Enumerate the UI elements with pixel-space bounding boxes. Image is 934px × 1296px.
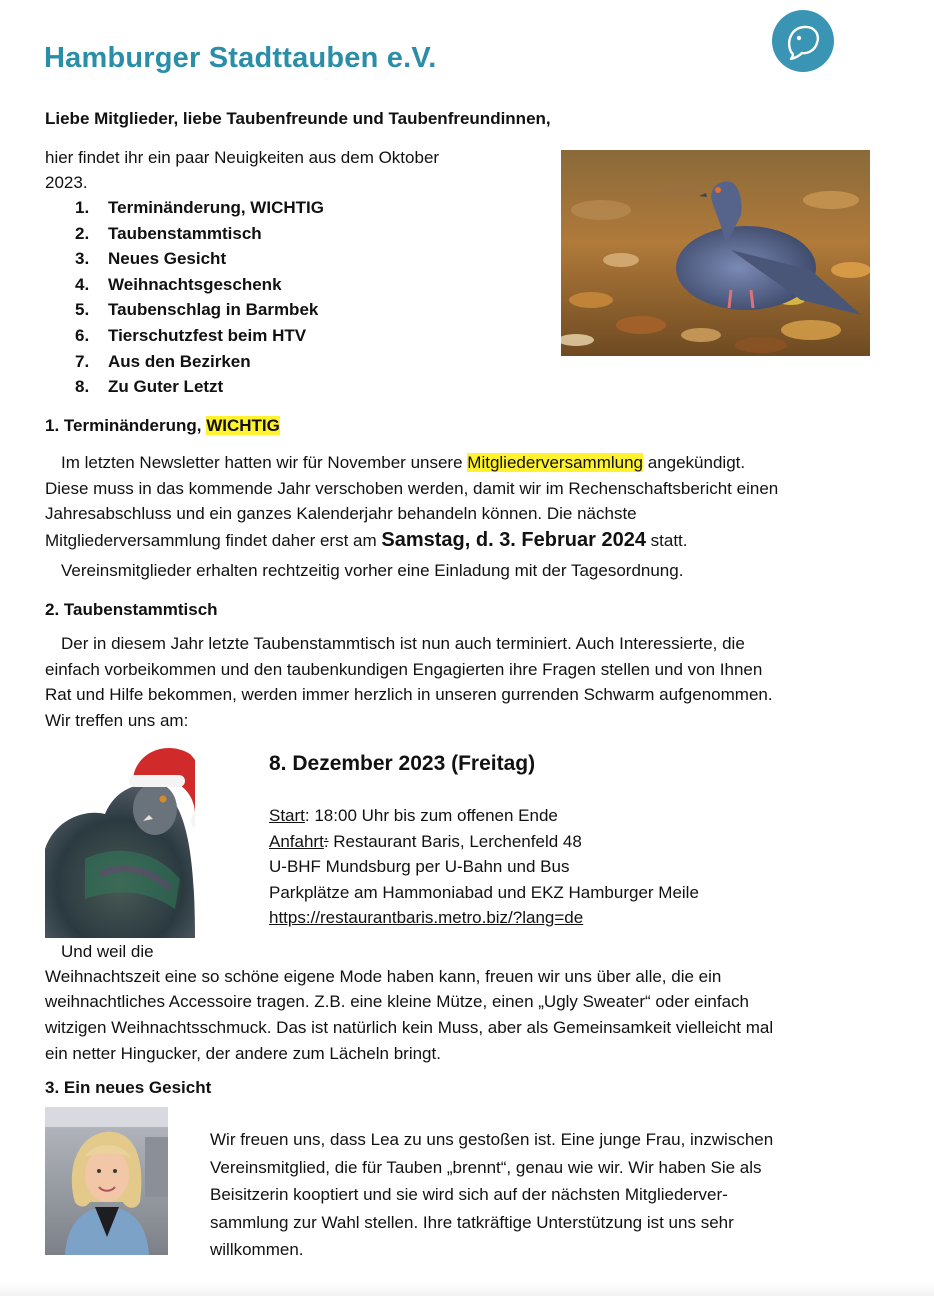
- lea-portrait-photo: [45, 1107, 168, 1255]
- paragraph-line: Vereinsmitglieder erhalten rechtzeitig vorher eine Einladung mit der Tagesordnung.: [61, 561, 684, 580]
- toc-item: 6. Tierschutzfest beim HTV: [75, 325, 307, 345]
- toc-item: 2. Taubenstammtisch: [75, 223, 262, 243]
- paragraph-line: Mitgliederversammlung findet daher erst am Samstag, d. 3. Februar 2024 statt.: [45, 529, 688, 551]
- paragraph-line: Vereinsmitglied, die für Tauben „brennt“, genau wie wir. Wir haben Sie als: [210, 1157, 762, 1177]
- paragraph-line: Weihnachtszeit eine so schöne eigene Mode haben kann, freuen wir uns über alle, die ein: [45, 967, 722, 986]
- paragraph-line: sammlung zur Wahl stellen. Ihre tatkräftige Unterstützung ist uns sehr: [210, 1212, 734, 1232]
- event-parking: Parkplätze am Hammoniabad und EKZ Hamburger Meile: [269, 882, 699, 902]
- event-location: Anfahrt: Restaurant Baris, Lerchenfeld 48: [269, 831, 582, 851]
- paragraph-line: Und weil die: [61, 942, 154, 961]
- section1-heading: 1. Terminänderung, WICHTIG: [45, 416, 280, 435]
- paragraph-line: Jahresabschluss und ein ganzes Kalenderjahr behandeln können. Die nächste: [45, 504, 637, 523]
- highlighted-text: WICHTIG: [206, 416, 280, 435]
- toc-item: 5. Taubenschlag in Barmbek: [75, 300, 319, 320]
- event-details: [269, 803, 699, 931]
- paragraph-line: Wir freuen uns, dass Lea zu uns gestoßen ist. Eine junge Frau, inzwischen: [210, 1130, 774, 1149]
- intro-line: hier findet ihr ein paar Neuigkeiten aus dem Oktober: [45, 148, 440, 167]
- meeting-date: Samstag, d. 3. Februar 2024: [381, 529, 646, 551]
- intro-text: [45, 145, 515, 195]
- paragraph-line: Diese muss in das kommende Jahr verschoben werden, damit wir im Rechenschaftsbericht einen: [45, 479, 779, 498]
- toc-item: 4. Weihnachtsgeschenk: [75, 274, 282, 294]
- intro-line: 2023.: [45, 173, 88, 192]
- newsletter-title: Hamburger Stadttauben e.V.: [44, 42, 437, 74]
- paragraph-line: Der in diesem Jahr letzte Taubenstammtisch ist nun auch terminiert. Auch Interessierte, die: [61, 634, 745, 653]
- section2-heading: 2. Taubenstammtisch: [45, 600, 218, 619]
- paragraph-line: Wir treffen uns am:: [45, 711, 189, 730]
- pigeon-santa-hat-photo: [45, 739, 195, 938]
- toc-item: 8. Zu Guter Letzt: [75, 377, 224, 397]
- paragraph-line: einfach vorbeikommen und den taubenkundigen Engagierten ihre Fragen stellen und von Ihnen: [45, 660, 763, 679]
- paragraph-line: witzigen Weihnachtsschmuck. Das ist natürlich kein Muss, aber als Gemeinsamkeit vielleicht mal: [45, 1018, 774, 1037]
- greeting: Liebe Mitglieder, liebe Taubenfreunde und Taubenfreundinnen,: [45, 109, 551, 128]
- pigeon-photo: [561, 150, 870, 356]
- section3-text: [210, 1126, 773, 1264]
- table-of-contents: [75, 195, 324, 400]
- pigeon-logo-icon: [772, 10, 834, 72]
- event-date-title: 8. Dezember 2023 (Freitag): [269, 752, 536, 775]
- event-start: Start: 18:00 Uhr bis zum offenen Ende: [269, 806, 558, 825]
- paragraph-line: weihnachtliches Accessoire tragen. Z.B. eine kleine Mütze, einen „Ugly Sweater“ oder einfach: [45, 992, 749, 1011]
- toc-item: 3. Neues Gesicht: [75, 249, 227, 269]
- page-bottom-edge: [0, 1282, 934, 1296]
- event-transit: U-BHF Mundsburg per U-Bahn und Bus: [269, 857, 570, 877]
- section3-heading: 3. Ein neues Gesicht: [45, 1078, 212, 1097]
- restaurant-link[interactable]: https://restaurantbaris.metro.biz/?lang=de: [269, 908, 584, 928]
- logo-icon: [772, 10, 834, 72]
- paragraph-line: Im letzten Newsletter hatten wir für November unsere Mitgliederversammlung angekündigt.: [61, 453, 746, 472]
- paragraph-line: Rat und Hilfe bekommen, werden immer herzlich in unseren gurrenden Schwarm aufgenommen.: [45, 685, 773, 704]
- paragraph-line: ein netter Hingucker, der andere zum Lächeln bringt.: [45, 1044, 441, 1063]
- paragraph-line: Beisitzerin kooptiert und sie wird sich auf der nächsten Mitgliederver-: [210, 1185, 728, 1204]
- toc-item: 7. Aus den Bezirken: [75, 351, 251, 371]
- toc-item: 1. Terminänderung, WICHTIG: [75, 198, 324, 217]
- paragraph-line: willkommen.: [210, 1240, 304, 1259]
- highlighted-text: Mitgliederversammlung: [467, 453, 644, 472]
